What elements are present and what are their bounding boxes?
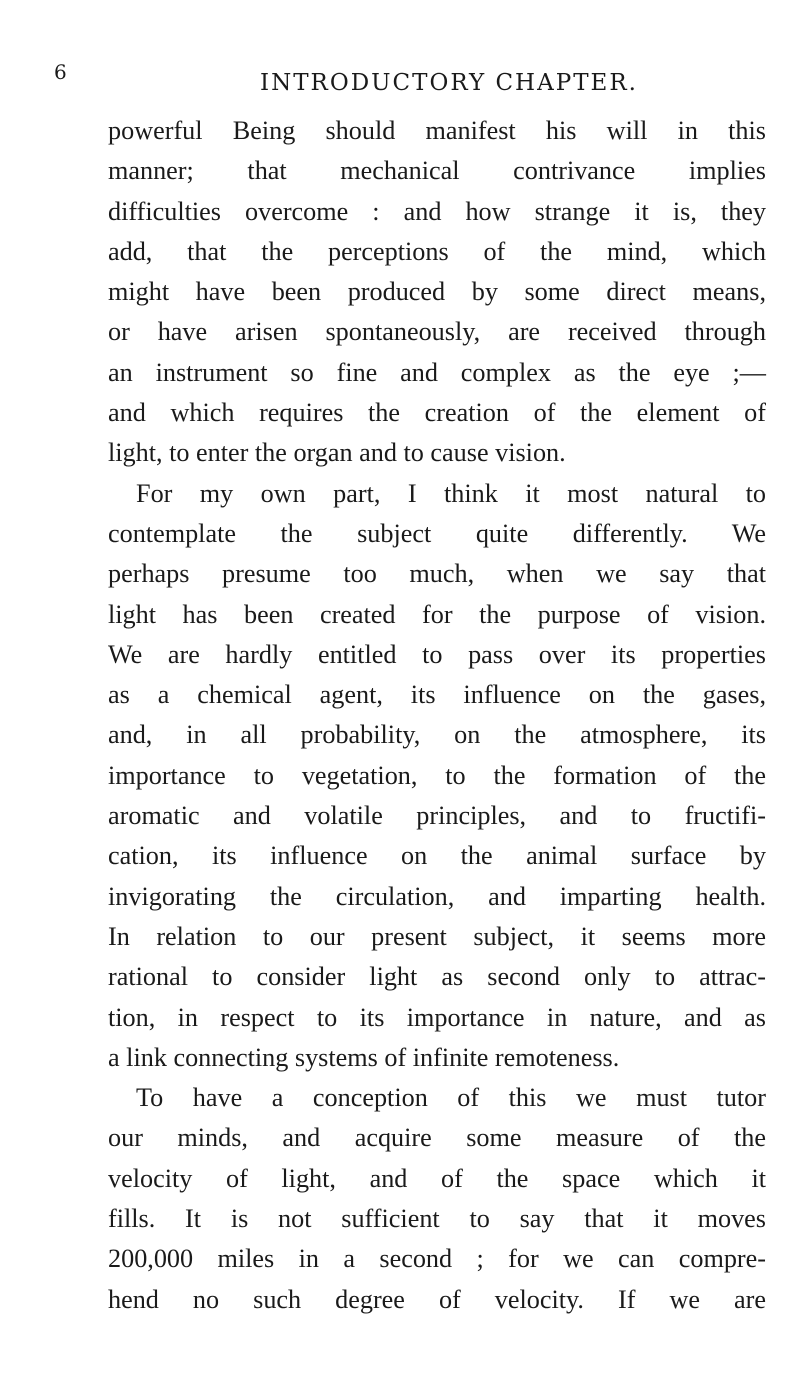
text-line: aromatic and volatile principles, and to fructifi- [108,801,766,831]
text-line: an instrument so fine and complex as the eye ;— [108,357,766,387]
text-line: cation, its influence on the animal surface by [108,841,766,871]
text-line: our minds, and acquire some measure of the [108,1123,766,1153]
text-line: hend no such degree of velocity. If we are [108,1284,766,1314]
text-line: difficulties overcome : and how strange it is, they [108,196,766,226]
text-line: as a chemical agent, its influence on the gases, [108,680,766,710]
text-line: or have arisen spontaneously, are received through [108,317,766,347]
text-line: tion, in respect to its importance in nature, and as [108,1002,766,1032]
text-line: fills. It is not sufficient to say that it moves [108,1204,766,1234]
text-line: might have been produced by some direct means, [108,277,766,307]
text-line: a link connecting systems of infinite remoteness. [108,1042,620,1072]
text-line: invigorating the circulation, and imparting health. [108,881,766,911]
text-line: We are hardly entitled to pass over its properties [108,639,766,669]
text-line: rational to consider light as second only to attrac- [108,962,766,992]
text-line: add, that the perceptions of the mind, which [108,236,766,266]
text-line: and which requires the creation of the element of [108,398,766,428]
text-line: manner; that mechanical contrivance implies [108,156,766,186]
page-number: 6 [54,60,67,84]
text-line: importance to vegetation, to the formation of the [108,760,766,790]
running-head: INTRODUCTORY CHAPTER. [260,70,638,96]
text-line: velocity of light, and of the space which it [108,1163,766,1193]
text-line: contemplate the subject quite differently. We [108,518,766,548]
text-line: For my own part, I think it most natural to [136,478,766,508]
text-line: powerful Being should manifest his will in this [108,116,766,145]
text-line: To have a conception of this we must tutor [136,1083,766,1113]
text-line: perhaps presume too much, when we say that [108,559,766,589]
text-line: light has been created for the purpose of vision. [108,599,766,629]
body-text [108,111,766,1320]
text-line: light, to enter the organ and to cause vision. [108,438,566,468]
text-line: and, in all probability, on the atmosphere, its [108,720,766,750]
text-line: In relation to our present subject, it seems more [108,921,766,951]
text-line: 200,000 miles in a second ; for we can compre- [108,1244,766,1274]
